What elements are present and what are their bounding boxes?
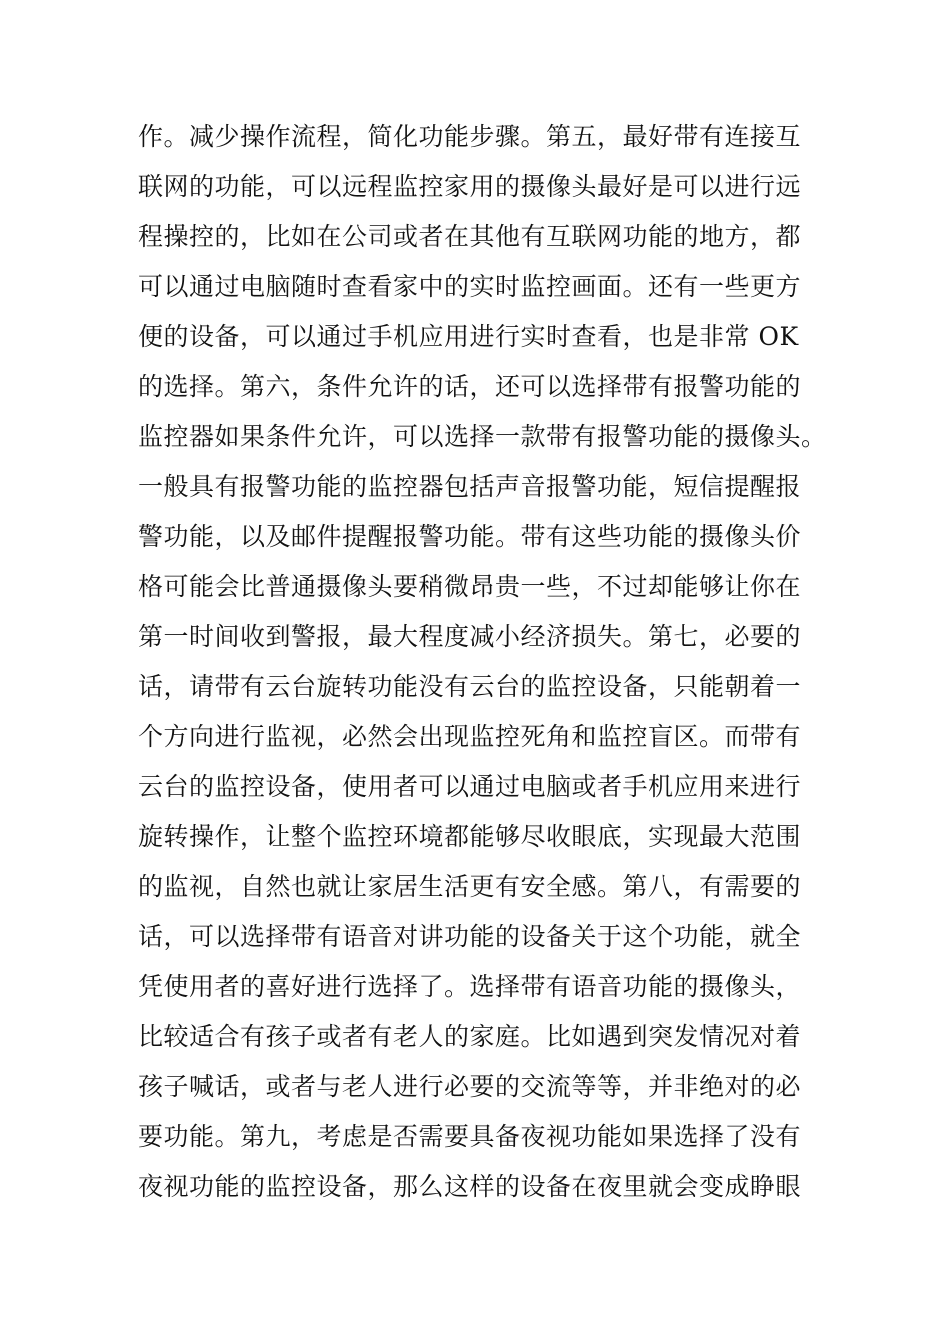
text-line-17: 话，可以选择带有语音对讲功能的设备关于这个功能，就全 xyxy=(138,922,802,951)
body-text xyxy=(138,112,838,1212)
text-line-20: 孩子喊话，或者与老人进行必要的交流等等，并非绝对的必 xyxy=(138,1072,802,1101)
text-line-4: 可以通过电脑随时查看家中的实时监控画面。还有一些更方 xyxy=(138,272,802,301)
text-line-13: 个方向进行监视，必然会出现监控死角和监控盲区。而带有 xyxy=(138,722,802,751)
text-line-10: 格可能会比普通摄像头要稍微昂贵一些，不过却能够让你在 xyxy=(138,572,802,601)
text-line-9: 警功能，以及邮件提醒报警功能。带有这些功能的摄像头价 xyxy=(138,522,802,551)
text-line-19: 比较适合有孩子或者有老人的家庭。比如遇到突发情况对着 xyxy=(138,1022,802,1051)
text-line-21: 要功能。第九，考虑是否需要具备夜视功能如果选择了没有 xyxy=(138,1122,802,1151)
text-line-18: 凭使用者的喜好进行选择了。选择带有语音功能的摄像头， xyxy=(138,972,802,1001)
text-line-14: 云台的监控设备，使用者可以通过电脑或者手机应用来进行 xyxy=(138,772,802,801)
text-line-16: 的监视，自然也就让家居生活更有安全感。第八，有需要的 xyxy=(138,872,802,901)
text-line-2: 联网的功能，可以远程监控家用的摄像头最好是可以进行远 xyxy=(138,172,802,201)
text-line-1: 作。减少操作流程，简化功能步骤。第五，最好带有连接互 xyxy=(138,122,802,151)
text-line-22: 夜视功能的监控设备，那么这样的设备在夜里就会变成睁眼 xyxy=(138,1172,802,1201)
text-line-8: 一般具有报警功能的监控器包括声音报警功能，短信提醒报 xyxy=(138,472,802,501)
text-line-7: 监控器如果条件允许，可以选择一款带有报警功能的摄像头。 xyxy=(138,422,827,451)
text-line-5: 便的设备，可以通过手机应用进行实时查看，也是非常 OK xyxy=(138,322,799,351)
text-line-6: 的选择。第六，条件允许的话，还可以选择带有报警功能的 xyxy=(138,372,802,401)
text-line-15: 旋转操作，让整个监控环境都能够尽收眼底，实现最大范围 xyxy=(138,822,802,851)
text-line-11: 第一时间收到警报，最大程度减小经济损失。第七，必要的 xyxy=(138,622,802,651)
text-line-3: 程操控的，比如在公司或者在其他有互联网功能的地方，都 xyxy=(138,222,802,251)
text-line-12: 话，请带有云台旋转功能没有云台的监控设备，只能朝着一 xyxy=(138,672,802,701)
